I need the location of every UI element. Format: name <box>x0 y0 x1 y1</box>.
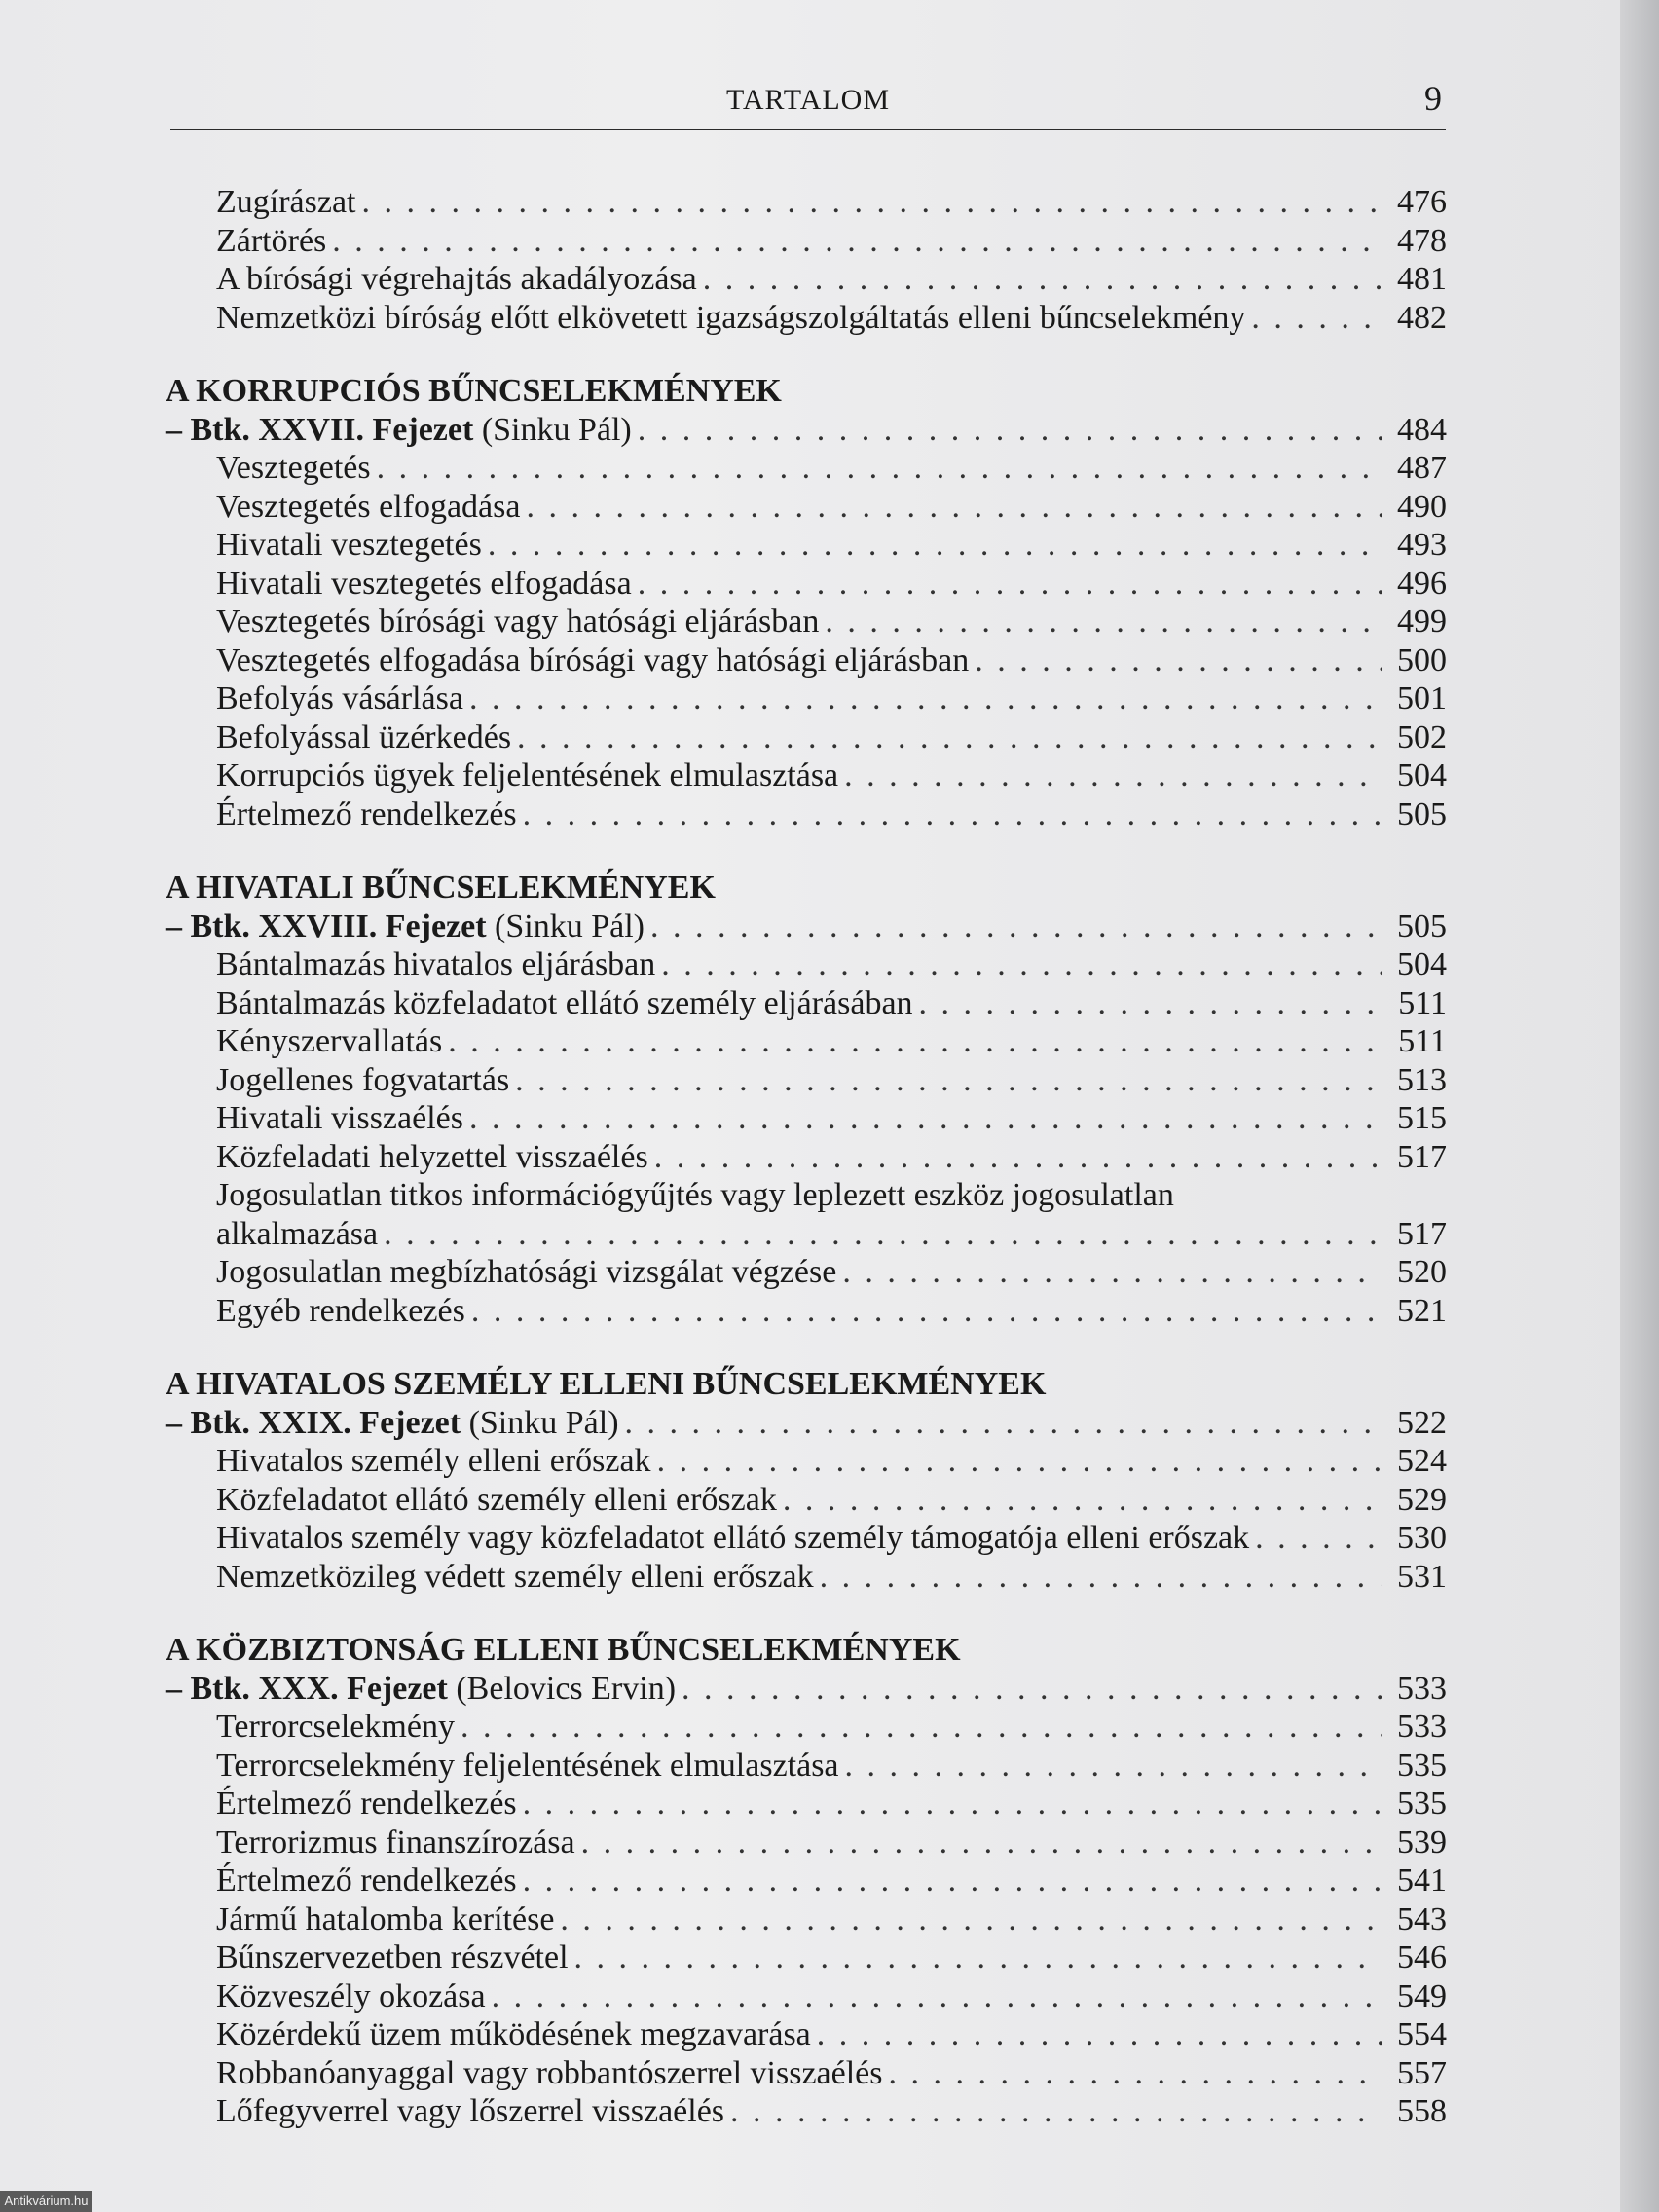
dot-leader <box>492 1977 1382 2016</box>
chapter-prefix: – Btk. XXVII. Fejezet <box>166 411 474 448</box>
dot-leader <box>657 1442 1382 1481</box>
toc-entry <box>156 565 1447 604</box>
toc-entry <box>156 1022 1447 1061</box>
dot-leader <box>1251 299 1382 338</box>
entry-label: Terrorcselekmény <box>216 1709 455 1745</box>
entry-label: Vesztegetés elfogadása <box>216 488 521 525</box>
chapter-prefix: – Btk. XXX. Fejezet <box>166 1670 448 1707</box>
page-ref: 482 <box>1397 299 1447 336</box>
toc-entry <box>156 1176 1447 1215</box>
entry-label: Közérdekű üzem működésének megzavarása <box>216 2016 811 2052</box>
toc-entry <box>156 2015 1447 2054</box>
dot-leader <box>919 984 1382 1023</box>
entry-label: Egyéb rendelkezés <box>216 1292 465 1329</box>
page-ref: 493 <box>1397 527 1447 563</box>
page-ref: 478 <box>1397 222 1447 259</box>
entry-label: Hivatali vesztegetés elfogadása <box>216 565 632 602</box>
watermark: Antikvárium.hu <box>0 2191 92 2212</box>
page-ref: 530 <box>1397 1520 1447 1556</box>
toc-entry <box>156 756 1447 795</box>
dot-leader <box>654 1138 1382 1177</box>
dot-leader <box>820 1558 1382 1597</box>
page-ref: 484 <box>1397 411 1447 448</box>
toc-entry <box>156 1215 1447 1254</box>
table-of-contents <box>156 183 1447 2131</box>
dot-leader <box>461 1708 1382 1747</box>
page-ref: 502 <box>1397 719 1447 756</box>
entry-label: Értelmező rendelkezés <box>216 1862 517 1899</box>
dot-leader <box>703 260 1382 299</box>
entry-label: A bírósági végrehajtás akadályozása <box>216 261 697 297</box>
page-ref: 501 <box>1397 681 1447 717</box>
page-ref: 543 <box>1397 1900 1447 1937</box>
book-spine <box>1620 0 1659 2212</box>
page-number: 9 <box>1424 79 1442 118</box>
page-ref: 554 <box>1397 2016 1447 2052</box>
dot-leader <box>469 680 1382 719</box>
page-ref: 487 <box>1397 450 1447 486</box>
page-ref: 513 <box>1397 1061 1447 1098</box>
dot-leader <box>625 1404 1382 1443</box>
dot-leader <box>825 603 1382 642</box>
dot-leader <box>377 449 1382 488</box>
chapter-row <box>156 1404 1447 1443</box>
dot-leader <box>517 719 1382 757</box>
page-ref: 490 <box>1397 488 1447 525</box>
page-ref: 533 <box>1397 1670 1447 1707</box>
entry-label: Nemzetközi bíróság előtt elkövetett igazságszolgáltatás elleni bűncselekmény <box>216 299 1246 336</box>
toc-entry <box>156 183 1447 222</box>
section-heading: A HIVATALI BŰNCSELEKMÉNYEK <box>166 869 716 905</box>
toc-entry <box>156 526 1447 565</box>
toc-entry <box>156 1061 1447 1100</box>
toc-entry <box>156 1862 1447 1900</box>
page-ref: 529 <box>1397 1481 1447 1518</box>
entry-label: Értelmező rendelkezés <box>216 1786 517 1822</box>
toc-entry <box>156 984 1447 1023</box>
page-ref: 535 <box>1397 1747 1447 1784</box>
page-ref: 546 <box>1397 1939 1447 1975</box>
toc-entry <box>156 603 1447 642</box>
dot-leader <box>888 2054 1382 2093</box>
page-ref: 557 <box>1397 2054 1447 2091</box>
toc-entry <box>156 1138 1447 1177</box>
toc-entry <box>156 1824 1447 1862</box>
page-ref: 541 <box>1397 1862 1447 1899</box>
page-ref: 533 <box>1397 1709 1447 1745</box>
dot-leader <box>560 1900 1382 1939</box>
toc-entry <box>156 1708 1447 1747</box>
toc-entry <box>156 260 1447 299</box>
page-ref: 511 <box>1398 984 1447 1021</box>
dot-leader <box>638 411 1382 450</box>
page-ref: 520 <box>1397 1254 1447 1290</box>
toc-entry <box>156 1253 1447 1292</box>
entry-label: Zártörés <box>216 222 327 259</box>
toc-entry <box>156 1442 1447 1481</box>
page-ref: 500 <box>1397 642 1447 679</box>
entry-label: Közveszély okozása <box>216 1977 486 2014</box>
dot-leader <box>526 488 1382 527</box>
entry-label: Bántalmazás hivatalos eljárásban <box>216 946 656 982</box>
toc-entry <box>156 488 1447 527</box>
page-ref: 496 <box>1397 565 1447 602</box>
chapter-prefix: – Btk. XXIX. Fejezet <box>166 1404 461 1441</box>
toc-entry <box>156 1977 1447 2016</box>
dot-leader <box>448 1022 1382 1061</box>
toc-entry <box>156 1519 1447 1558</box>
entry-label: Lőfegyverrel vagy lőszerrel visszaélés <box>216 2093 725 2129</box>
section-heading: A HIVATALOS SZEMÉLY ELLENI BŰNCSELEKMÉNYEK <box>166 1366 1047 1402</box>
entry-label: Kényszervallatás <box>216 1023 443 1059</box>
toc-entry <box>156 1292 1447 1331</box>
toc-entry <box>156 1481 1447 1520</box>
toc-entry <box>156 2054 1447 2093</box>
dot-leader <box>842 1253 1382 1292</box>
page-ref: 504 <box>1397 757 1447 793</box>
entry-label: Terrorizmus finanszírozása <box>216 1824 575 1861</box>
toc-entry <box>156 1938 1447 1977</box>
entry-label: Bűnszervezetben részvétel <box>216 1939 569 1975</box>
toc-entry <box>156 449 1447 488</box>
page-ref: 549 <box>1397 1977 1447 2014</box>
page-ref: 521 <box>1397 1292 1447 1329</box>
entry-label: Terrorcselekmény feljelentésének elmulasztása <box>216 1747 839 1784</box>
dot-leader <box>730 2092 1382 2131</box>
page-ref: 504 <box>1397 946 1447 982</box>
page-ref: 515 <box>1397 1100 1447 1136</box>
dot-leader <box>471 1292 1382 1331</box>
page-ref: 505 <box>1397 907 1447 944</box>
dot-leader <box>650 907 1382 946</box>
toc-entry <box>156 222 1447 261</box>
dot-leader <box>844 756 1382 795</box>
page-ref: 524 <box>1397 1443 1447 1479</box>
chapter-label <box>166 1670 676 1709</box>
dot-leader <box>488 526 1382 565</box>
entry-label: Jogellenes fogvatartás <box>216 1061 510 1098</box>
dot-leader <box>783 1481 1382 1520</box>
toc-entry <box>156 1785 1447 1824</box>
chapter-label <box>166 1404 619 1443</box>
dot-leader <box>515 1061 1382 1100</box>
entry-label: Közfeladatot ellátó személy elleni erőszak <box>216 1481 777 1518</box>
entry-label: Hivatali vesztegetés <box>216 527 482 563</box>
entry-label: Hivatalos személy elleni erőszak <box>216 1443 651 1479</box>
chapter-row <box>156 411 1447 450</box>
chapter-row <box>156 907 1447 946</box>
dot-leader <box>975 642 1382 681</box>
toc-entry <box>156 299 1447 338</box>
entry-label: Nemzetközileg védett személy elleni erőszak <box>216 1558 814 1595</box>
page-ref: 505 <box>1397 795 1447 832</box>
chapter-label <box>166 907 645 946</box>
running-header <box>170 78 1446 130</box>
chapter-prefix: – Btk. XXVIII. Fejezet <box>166 907 487 944</box>
page-ref: 476 <box>1397 184 1447 220</box>
dot-leader <box>523 1862 1382 1900</box>
entry-label: Bántalmazás közfeladatot ellátó személy eljárásában <box>216 984 913 1021</box>
page-ref: 558 <box>1397 2093 1447 2129</box>
toc-entry <box>156 642 1447 681</box>
dot-leader <box>332 222 1382 261</box>
dot-leader <box>362 183 1383 222</box>
chapter-author: (Belovics Ervin) <box>447 1670 677 1707</box>
dot-leader <box>1255 1519 1382 1558</box>
toc-entry <box>156 1747 1447 1786</box>
dot-leader <box>661 945 1382 984</box>
entry-label: Közfeladati helyzettel visszaélés <box>216 1138 648 1175</box>
page-ref: 539 <box>1397 1824 1447 1861</box>
chapter-row <box>156 1670 1447 1709</box>
toc-entry <box>156 1099 1447 1138</box>
entry-label: alkalmazása <box>216 1215 379 1252</box>
entry-label: Robbanóanyaggal vagy robbantószerrel visszaélés <box>216 2054 883 2091</box>
dot-leader <box>845 1747 1382 1786</box>
page-ref: 511 <box>1398 1023 1447 1059</box>
dot-leader <box>817 2015 1382 2054</box>
page-ref: 522 <box>1397 1404 1447 1441</box>
page-ref: 499 <box>1397 604 1447 640</box>
entry-label: Vesztegetés <box>216 450 371 486</box>
dot-leader <box>469 1099 1382 1138</box>
dot-leader <box>574 1938 1382 1977</box>
dot-leader <box>682 1670 1382 1709</box>
page-ref: 517 <box>1397 1138 1447 1175</box>
chapter-author: (Sinku Pál) <box>461 1404 619 1441</box>
entry-label: Korrupciós ügyek feljelentésének elmulasztása <box>216 757 839 793</box>
entry-label: Értelmező rendelkezés <box>216 795 517 832</box>
entry-label: Jogosulatlan megbízhatósági vizsgálat végzése <box>216 1254 837 1290</box>
page-ref: 535 <box>1397 1786 1447 1822</box>
dot-leader <box>638 565 1382 604</box>
dot-leader <box>581 1824 1382 1862</box>
entry-label: Zugírászat <box>216 184 356 220</box>
toc-entry <box>156 2092 1447 2131</box>
entry-label: Befolyás vásárlása <box>216 681 463 717</box>
toc-entry <box>156 719 1447 757</box>
chapter-author: (Sinku Pál) <box>473 411 632 448</box>
toc-entry <box>156 1900 1447 1939</box>
chapter-author: (Sinku Pál) <box>486 907 645 944</box>
entry-label: Befolyással üzérkedés <box>216 719 512 756</box>
header-title: TARTALOM <box>725 84 891 116</box>
toc-entry <box>156 680 1447 719</box>
dot-leader <box>523 1785 1382 1824</box>
entry-label: Vesztegetés elfogadása bírósági vagy hatósági eljárásban <box>216 642 970 679</box>
dot-leader <box>523 795 1382 834</box>
page-ref: 517 <box>1397 1215 1447 1252</box>
toc-entry <box>156 945 1447 984</box>
entry-label: Vesztegetés bírósági vagy hatósági eljárásban <box>216 604 820 640</box>
entry-label: Jogosulatlan titkos információgyűjtés vagy leplezett eszköz jogosulatlan <box>216 1177 1174 1213</box>
entry-label: Hivatalos személy vagy közfeladatot ellátó személy támogatója elleni erőszak <box>216 1520 1250 1556</box>
page-ref: 531 <box>1397 1558 1447 1595</box>
section-heading: A KORRUPCIÓS BŰNCSELEKMÉNYEK <box>166 373 782 409</box>
page-ref: 481 <box>1397 261 1447 297</box>
entry-label: Hivatali visszaélés <box>216 1100 463 1136</box>
entry-label: Jármű hatalomba kerítése <box>216 1900 555 1937</box>
toc-entry <box>156 1558 1447 1597</box>
dot-leader <box>384 1215 1382 1254</box>
toc-entry <box>156 795 1447 834</box>
chapter-label <box>166 411 632 450</box>
section-heading: A KÖZBIZTONSÁG ELLENI BŰNCSELEKMÉNYEK <box>166 1632 961 1668</box>
